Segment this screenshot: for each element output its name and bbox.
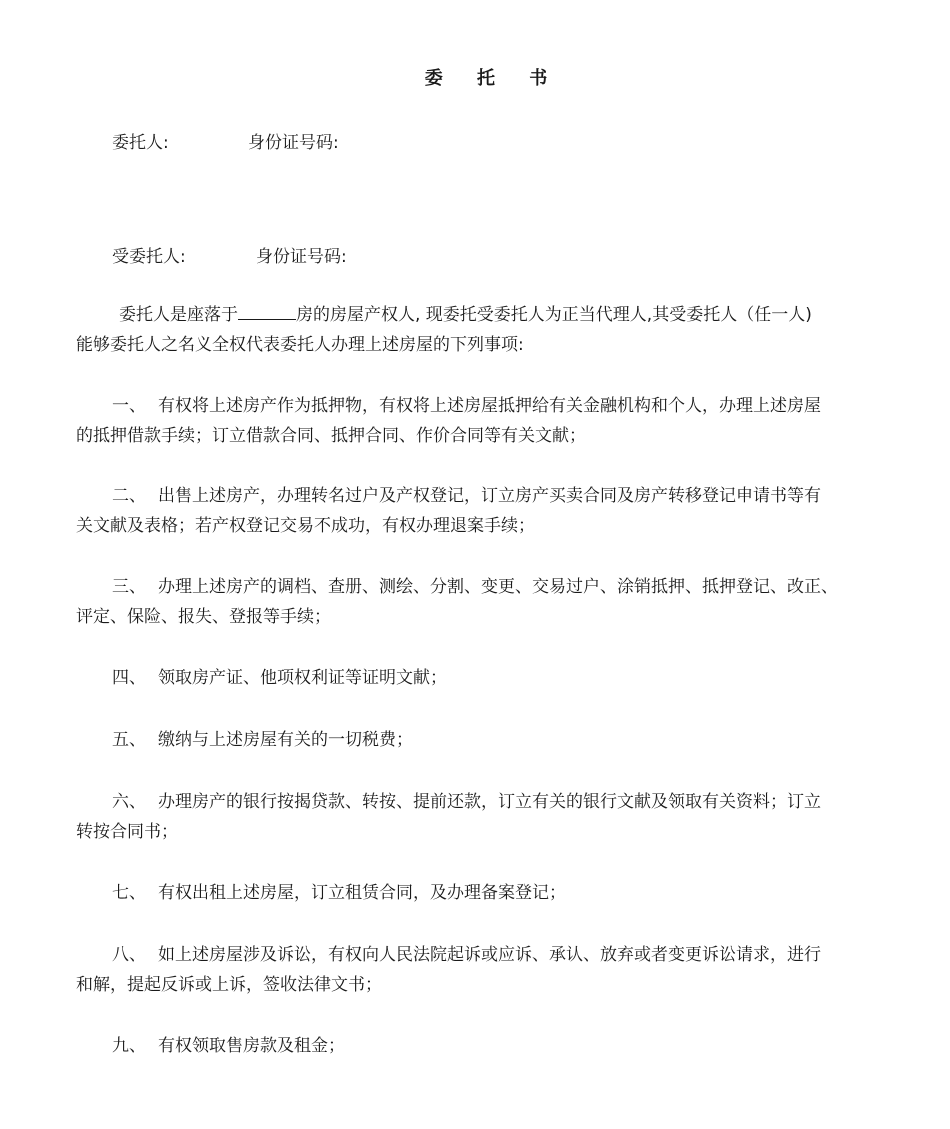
- item-3: [76, 572, 876, 632]
- intro-text-before: 委托人是座落于: [119, 305, 238, 325]
- item-text: 有权出租上述房屋，订立租赁合同，及办理备案登记；: [158, 883, 566, 903]
- item-1: [76, 391, 876, 451]
- item-text-cont: 评定、保险、报失、登报等手续；: [76, 607, 331, 627]
- item-number: 一、: [112, 396, 146, 416]
- item-text: 出售上述房产，办理转名过户及产权登记，订立房产买卖合同及房产转移登记申请书等有: [158, 486, 821, 506]
- address-blank: [238, 303, 296, 320]
- agent-label: 受委托人:: [112, 247, 186, 267]
- item-text-cont: 转按合同书；: [76, 822, 178, 842]
- agent-row: [112, 242, 512, 267]
- item-number: 九、: [112, 1036, 146, 1056]
- item-text-cont: 的抵押借款手续；订立借款合同、抵押合同、作价合同等有关文献；: [76, 426, 586, 446]
- item-number: 五、: [112, 730, 146, 750]
- principal-id-label: 身份证号码:: [248, 133, 339, 153]
- document-title: 委 托 书: [424, 68, 562, 89]
- item-text: 办理上述房产的调档、查册、测绘、分割、变更、交易过户、涂销抵押、抵押登记、改正、: [158, 577, 838, 597]
- intro-text-after: 房的房屋产权人, 现委托受委托人为正当代理人,其受委托人（任一人): [296, 305, 812, 325]
- item-text: 如上述房屋涉及诉讼，有权向人民法院起诉或应诉、承认、放弃或者变更诉讼请求，进行: [158, 945, 821, 965]
- item-text-cont: 关文献及表格；若产权登记交易不成功，有权办理退案手续；: [76, 516, 535, 536]
- intro-paragraph: [76, 300, 876, 360]
- item-4: [76, 663, 876, 693]
- item-text: 办理房产的银行按揭贷款、转按、提前还款，订立有关的银行文献及领取有关资料；订立: [158, 792, 821, 812]
- item-number: 八、: [112, 945, 146, 965]
- item-number: 六、: [112, 792, 146, 812]
- agent-id-label: 身份证号码:: [256, 247, 347, 267]
- item-text-cont: 和解，提起反诉或上诉，签收法律文书；: [76, 975, 382, 995]
- item-5: [76, 725, 876, 755]
- item-6: [76, 787, 876, 847]
- item-text: 领取房产证、他项权利证等证明文献；: [158, 668, 447, 688]
- item-text: 有权领取售房款及租金；: [158, 1036, 345, 1056]
- principal-label: 委托人:: [112, 133, 169, 153]
- item-9: [76, 1031, 876, 1061]
- item-text: 有权将上述房产作为抵押物，有权将上述房屋抵押给有关金融机构和个人，办理上述房屋: [158, 396, 821, 416]
- intro-text-line2: 能够委托人之名义全权代表委托人办理上述房屋的下列事项:: [76, 335, 524, 355]
- item-8: [76, 940, 876, 1000]
- principal-row: [112, 128, 512, 153]
- item-number: 四、: [112, 668, 146, 688]
- item-number: 二、: [112, 486, 146, 506]
- item-number: 三、: [112, 577, 146, 597]
- item-2: [76, 481, 876, 541]
- item-text: 缴纳与上述房屋有关的一切税费；: [158, 730, 413, 750]
- item-number: 七、: [112, 883, 146, 903]
- item-7: [76, 878, 876, 908]
